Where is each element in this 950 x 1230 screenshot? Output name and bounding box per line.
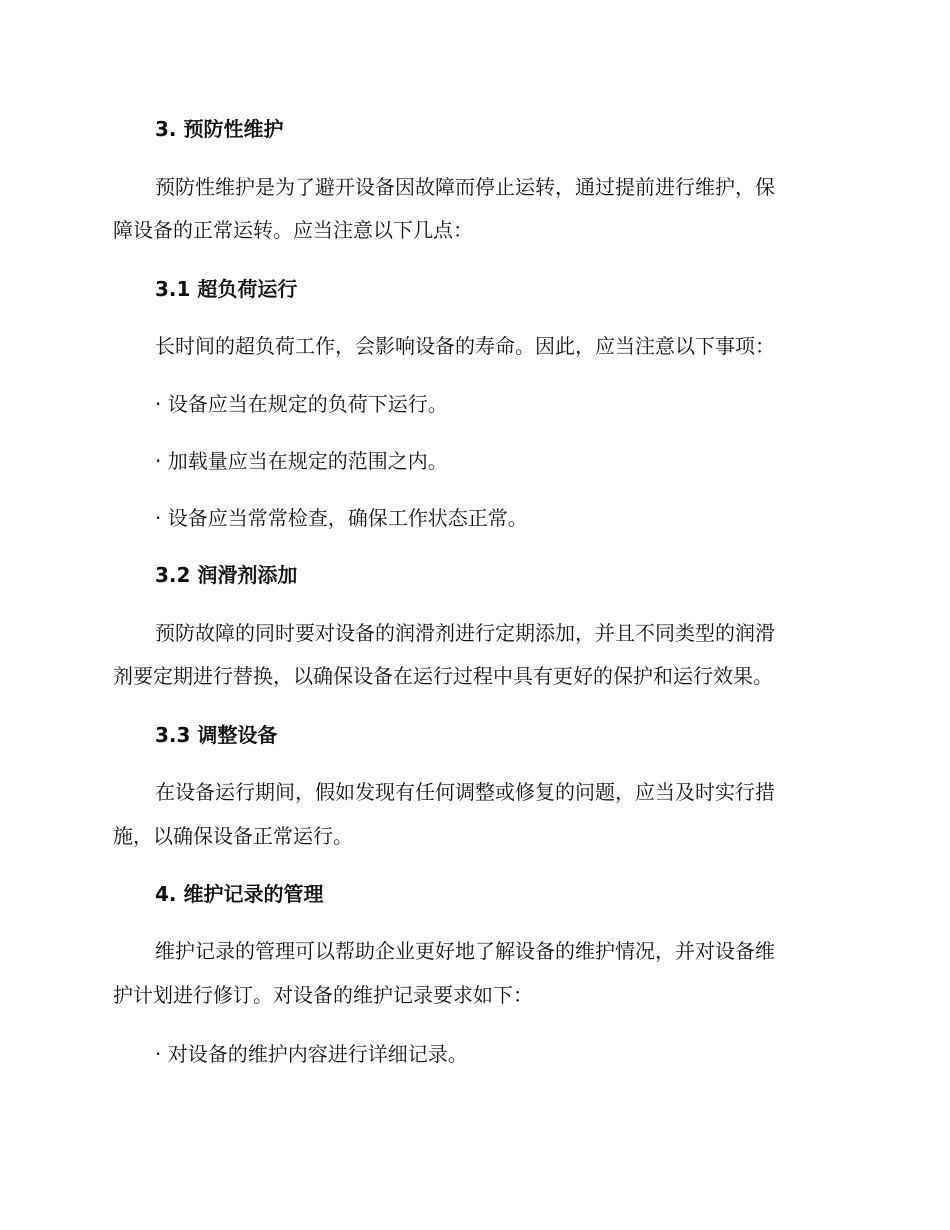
bullet-item: · 设备应当在规定的负荷下运行。	[155, 392, 448, 416]
paragraph-line: 剂要定期进行替换，以确保设备在运行过程中具有更好的保护和运行效果。	[113, 664, 773, 688]
section-heading: 3.2 润滑剂添加	[155, 563, 298, 587]
section-heading: 4. 维护记录的管理	[155, 882, 324, 906]
section-heading: 3.3 调整设备	[155, 723, 278, 747]
section-heading: 3.1 超负荷运行	[155, 277, 298, 301]
paragraph-line: 预防故障的同时要对设备的润滑剂进行定期添加，并且不同类型的润滑	[155, 621, 775, 645]
paragraph-line: 障设备的正常运转。应当注意以下几点：	[113, 218, 473, 242]
paragraph-line: 长时间的超负荷工作，会影响设备的寿命。因此，应当注意以下事项：	[155, 334, 775, 358]
paragraph-line: 护计划进行修订。对设备的维护记录要求如下：	[113, 983, 533, 1007]
bullet-item: · 设备应当常常检查，确保工作状态正常。	[155, 506, 528, 530]
paragraph-line: 维护记录的管理可以帮助企业更好地了解设备的维护情况，并对设备维	[155, 939, 775, 963]
paragraph-line: 施，以确保设备正常运行。	[113, 824, 353, 848]
bullet-item: · 加载量应当在规定的范围之内。	[155, 449, 448, 473]
section-heading: 3. 预防性维护	[155, 117, 284, 141]
bullet-item: · 对设备的维护内容进行详细记录。	[155, 1042, 468, 1066]
paragraph-line: 预防性维护是为了避开设备因故障而停止运转，通过提前进行维护，保	[155, 175, 775, 199]
paragraph-line: 在设备运行期间，假如发现有任何调整或修复的问题，应当及时实行措	[155, 780, 775, 804]
